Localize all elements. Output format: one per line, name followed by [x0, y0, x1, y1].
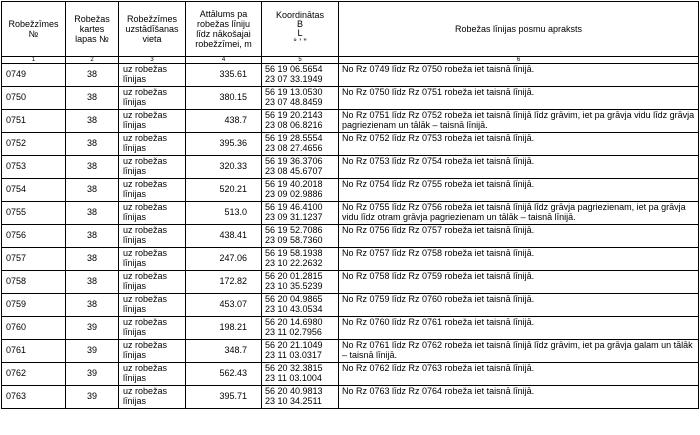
- install-place: uz robežas līnijas: [119, 202, 186, 225]
- column-number: 3: [119, 57, 186, 64]
- map-sheet-number: 38: [66, 133, 119, 156]
- distance-value: 335.61: [186, 64, 262, 87]
- column-number: 1: [2, 57, 66, 64]
- table-row: [2, 179, 699, 202]
- marker-number: 0752: [2, 133, 66, 156]
- distance-value: 348.7: [186, 340, 262, 363]
- distance-value: 453.07: [186, 294, 262, 317]
- map-sheet-number: 39: [66, 363, 119, 386]
- table-row: [2, 386, 699, 409]
- column-number: 2: [66, 57, 119, 64]
- distance-value: 562.43: [186, 363, 262, 386]
- map-sheet-number: 38: [66, 179, 119, 202]
- install-place: uz robežas līnijas: [119, 294, 186, 317]
- header-description: Robežas līnijas posmu apraksts: [339, 2, 699, 57]
- table-row: [2, 363, 699, 386]
- column-number-row: [2, 57, 699, 64]
- table-row: [2, 87, 699, 110]
- marker-number: 0761: [2, 340, 66, 363]
- distance-value: 395.71: [186, 386, 262, 409]
- latitude: 56 20 32.3815: [265, 363, 323, 373]
- coordinates-cell: [262, 317, 339, 340]
- longitude: 23 07 48.8459: [265, 97, 323, 107]
- longitude: 23 08 45.6707: [265, 166, 323, 176]
- header-map-sheet: Robežas kartes lapas №: [66, 2, 119, 57]
- latitude: 56 20 01.2815: [265, 271, 323, 281]
- distance-value: 513.0: [186, 202, 262, 225]
- table-row: [2, 202, 699, 225]
- header-marker-number: Robežzīmes №: [2, 2, 66, 57]
- latitude: 56 20 04.9865: [265, 294, 323, 304]
- coordinates-cell: [262, 202, 339, 225]
- distance-value: 380.15: [186, 87, 262, 110]
- segment-description: No Rz 0755 līdz Rz 0756 robeža iet taisnā līnijā līdz grāvja pagriezienam, iet pa grāvja vidu līdz otram grāvja pagriezienam un tālāk – taisnā līnijā.: [339, 202, 699, 225]
- header-coordinates-l: L: [297, 28, 303, 38]
- longitude: 23 11 02.7956: [265, 327, 322, 337]
- table-row: [2, 248, 699, 271]
- segment-description: No Rz 0760 līdz Rz 0761 robeža iet taisnā līnijā.: [339, 317, 699, 340]
- install-place: uz robežas līnijas: [119, 225, 186, 248]
- install-place: uz robežas līnijas: [119, 271, 186, 294]
- map-sheet-number: 39: [66, 340, 119, 363]
- distance-value: 247.06: [186, 248, 262, 271]
- segment-description: No Rz 0753 līdz Rz 0754 robeža iet taisnā līnijā.: [339, 156, 699, 179]
- install-place: uz robežas līnijas: [119, 248, 186, 271]
- column-number: 6: [339, 57, 699, 64]
- header-coordinates-units: ° ' ": [293, 37, 307, 47]
- marker-number: 0763: [2, 386, 66, 409]
- install-place: uz robežas līnijas: [119, 340, 186, 363]
- longitude: 23 10 22.2632: [265, 258, 323, 268]
- coordinates-cell: [262, 156, 339, 179]
- segment-description: No Rz 0758 līdz Rz 0759 robeža iet taisnā līnijā.: [339, 271, 699, 294]
- latitude: 56 19 40.2018: [265, 179, 323, 189]
- segment-description: No Rz 0759 līdz Rz 0760 robeža iet taisnā līnijā.: [339, 294, 699, 317]
- latitude: 56 19 52.7086: [265, 225, 323, 235]
- latitude: 56 20 40.9813: [265, 386, 323, 396]
- latitude: 56 19 20.2143: [265, 110, 323, 120]
- coordinates-cell: [262, 271, 339, 294]
- table-row: [2, 110, 699, 133]
- longitude: 23 08 06.8216: [265, 120, 323, 130]
- latitude: 56 19 36.3706: [265, 156, 323, 166]
- header-distance: Attālums pa robežas līniju līdz nākošajai robežzīmei, m: [186, 2, 262, 57]
- table-row: [2, 271, 699, 294]
- latitude: 56 19 13.0530: [265, 87, 323, 97]
- coordinates-cell: [262, 133, 339, 156]
- latitude: 56 19 06.5654: [265, 64, 323, 74]
- coordinates-cell: [262, 87, 339, 110]
- distance-value: 395.36: [186, 133, 262, 156]
- longitude: 23 10 34.2511: [265, 396, 322, 406]
- segment-description: No Rz 0757 līdz Rz 0758 robeža iet taisnā līnijā.: [339, 248, 699, 271]
- marker-number: 0759: [2, 294, 66, 317]
- install-place: uz robežas līnijas: [119, 156, 186, 179]
- coordinates-cell: [262, 64, 339, 87]
- map-sheet-number: 38: [66, 202, 119, 225]
- longitude: 23 11 03.0317: [265, 350, 322, 360]
- segment-description: No Rz 0763 līdz Rz 0764 robeža iet taisnā līnijā.: [339, 386, 699, 409]
- marker-number: 0750: [2, 87, 66, 110]
- install-place: uz robežas līnijas: [119, 133, 186, 156]
- distance-value: 198.21: [186, 317, 262, 340]
- marker-number: 0760: [2, 317, 66, 340]
- longitude: 23 09 58.7360: [265, 235, 323, 245]
- coordinates-cell: [262, 110, 339, 133]
- install-place: uz robežas līnijas: [119, 317, 186, 340]
- longitude: 23 09 02.9886: [265, 189, 323, 199]
- segment-description: No Rz 0756 līdz Rz 0757 robeža iet taisnā līnijā.: [339, 225, 699, 248]
- marker-number: 0753: [2, 156, 66, 179]
- map-sheet-number: 38: [66, 225, 119, 248]
- coordinates-cell: [262, 386, 339, 409]
- map-sheet-number: 38: [66, 110, 119, 133]
- marker-number: 0755: [2, 202, 66, 225]
- coordinates-cell: [262, 340, 339, 363]
- coordinates-cell: [262, 179, 339, 202]
- install-place: uz robežas līnijas: [119, 179, 186, 202]
- marker-number: 0762: [2, 363, 66, 386]
- boundary-markers-table: [1, 1, 699, 409]
- header-coordinates-title: Koordinātas: [275, 10, 325, 20]
- table-body: [2, 64, 699, 409]
- marker-number: 0749: [2, 64, 66, 87]
- map-sheet-number: 39: [66, 317, 119, 340]
- header-install-place: Robežzīmes uzstādīšanas vieta: [119, 2, 186, 57]
- marker-number: 0751: [2, 110, 66, 133]
- column-number: 5: [262, 57, 339, 64]
- latitude: 56 19 58.1938: [265, 248, 323, 258]
- header-coordinates-b: B: [296, 19, 303, 29]
- install-place: uz robežas līnijas: [119, 110, 186, 133]
- map-sheet-number: 38: [66, 156, 119, 179]
- install-place: uz robežas līnijas: [119, 87, 186, 110]
- install-place: uz robežas līnijas: [119, 363, 186, 386]
- marker-number: 0757: [2, 248, 66, 271]
- segment-description: No Rz 0754 līdz Rz 0755 robeža iet taisnā līnijā.: [339, 179, 699, 202]
- latitude: 56 20 21.1049: [265, 340, 323, 350]
- column-number: 4: [186, 57, 262, 64]
- longitude: 23 07 33.1949: [265, 74, 323, 84]
- marker-number: 0758: [2, 271, 66, 294]
- longitude: 23 08 27.4656: [265, 143, 323, 153]
- longitude: 23 10 43.0534: [265, 304, 323, 314]
- longitude: 23 10 35.5239: [265, 281, 323, 291]
- map-sheet-number: 38: [66, 294, 119, 317]
- table-row: [2, 64, 699, 87]
- table-row: [2, 294, 699, 317]
- coordinates-cell: [262, 225, 339, 248]
- install-place: uz robežas līnijas: [119, 386, 186, 409]
- distance-value: 520.21: [186, 179, 262, 202]
- segment-description: No Rz 0751 līdz Rz 0752 robeža iet taisnā līnijā līdz grāvim, iet pa grāvja vidu līdz grāvja pagriezienam un tālāk – taisnā līnijā.: [339, 110, 699, 133]
- latitude: 56 19 28.5554: [265, 133, 323, 143]
- segment-description: No Rz 0761 līdz Rz 0762 robeža iet taisnā līnijā līdz grāvim, iet pa grāvja galam un tālāk – taisnā līnijā.: [339, 340, 699, 363]
- distance-value: 320.33: [186, 156, 262, 179]
- segment-description: No Rz 0749 līdz Rz 0750 robeža iet taisnā līnijā.: [339, 64, 699, 87]
- coordinates-cell: [262, 363, 339, 386]
- marker-number: 0756: [2, 225, 66, 248]
- map-sheet-number: 39: [66, 386, 119, 409]
- table-row: [2, 340, 699, 363]
- latitude: 56 20 14.6980: [265, 317, 323, 327]
- table-row: [2, 225, 699, 248]
- header-row: [2, 2, 699, 57]
- map-sheet-number: 38: [66, 271, 119, 294]
- segment-description: No Rz 0752 līdz Rz 0753 robeža iet taisnā līnijā.: [339, 133, 699, 156]
- segment-description: No Rz 0750 līdz Rz 0751 robeža iet taisnā līnijā.: [339, 87, 699, 110]
- distance-value: 438.7: [186, 110, 262, 133]
- distance-value: 438.41: [186, 225, 262, 248]
- install-place: uz robežas līnijas: [119, 64, 186, 87]
- table-row: [2, 156, 699, 179]
- segment-description: No Rz 0762 līdz Rz 0763 robeža iet taisnā līnijā.: [339, 363, 699, 386]
- longitude: 23 11 03.1004: [265, 373, 322, 383]
- coordinates-cell: [262, 248, 339, 271]
- latitude: 56 19 46.4100: [265, 202, 323, 212]
- map-sheet-number: 38: [66, 87, 119, 110]
- map-sheet-number: 38: [66, 248, 119, 271]
- table-row: [2, 317, 699, 340]
- table-row: [2, 133, 699, 156]
- marker-number: 0754: [2, 179, 66, 202]
- longitude: 23 09 31.1237: [265, 212, 323, 222]
- coordinates-cell: [262, 294, 339, 317]
- map-sheet-number: 38: [66, 64, 119, 87]
- distance-value: 172.82: [186, 271, 262, 294]
- header-coordinates: [262, 2, 339, 57]
